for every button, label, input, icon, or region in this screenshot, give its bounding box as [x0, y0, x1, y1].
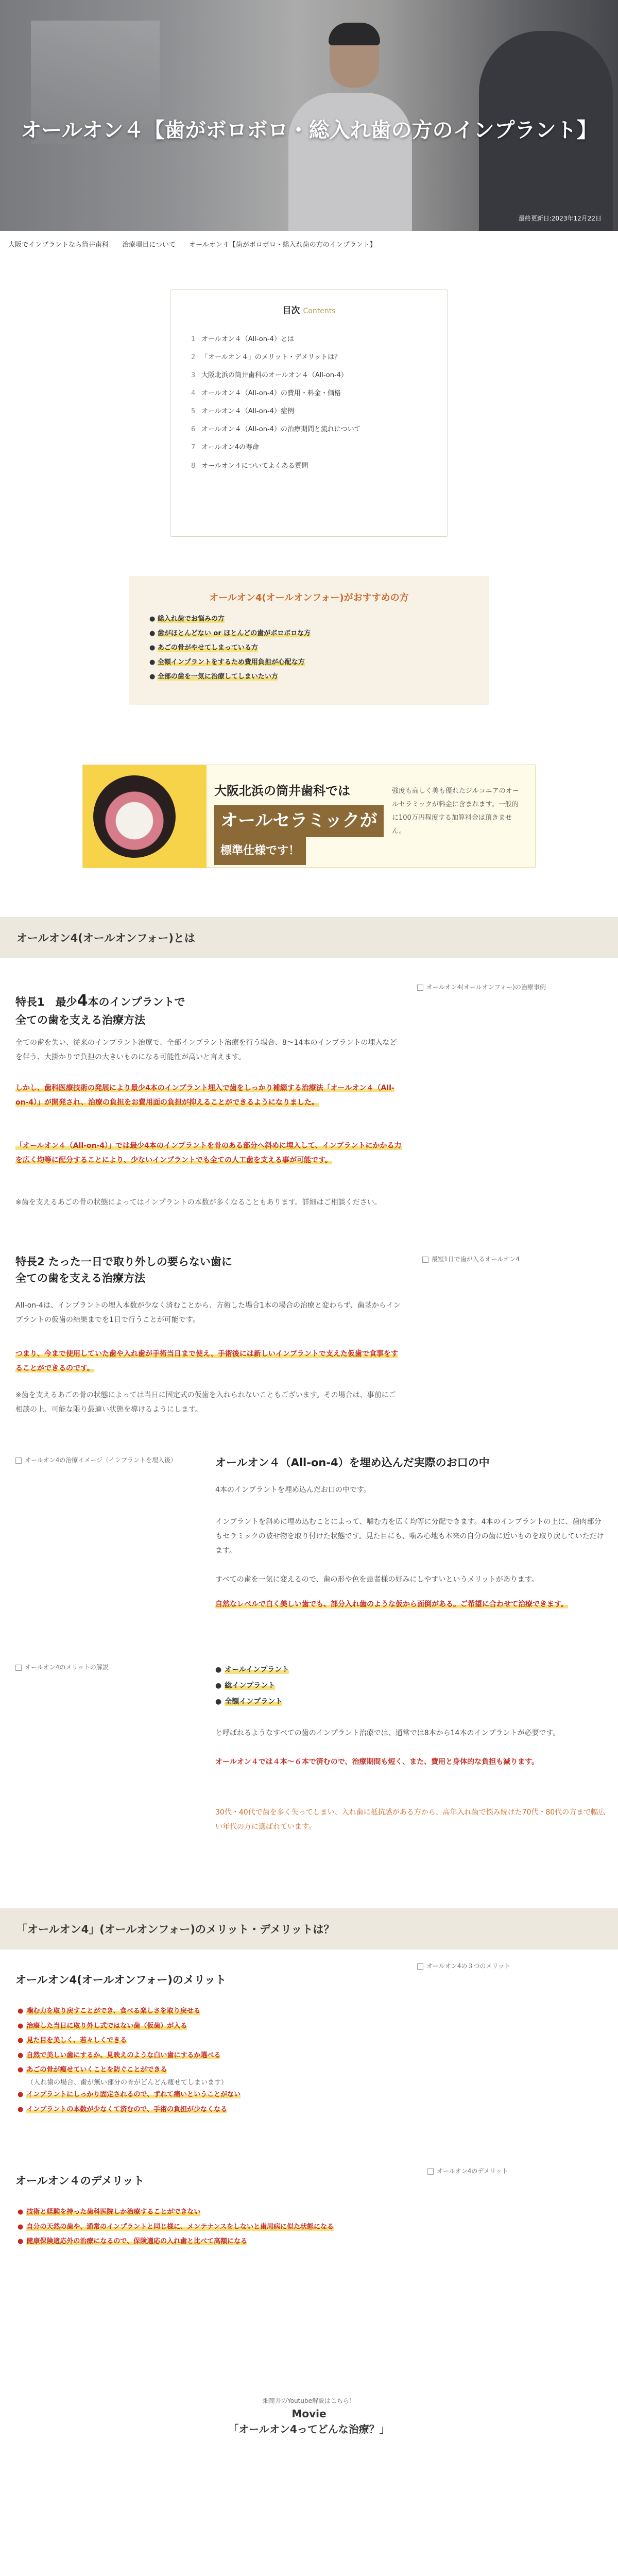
toc-item[interactable]: 7 オールオン4の寿命: [191, 444, 260, 452]
implant-type-item: ● 全額インプラント: [215, 1694, 289, 1710]
table-of-contents: [170, 290, 448, 537]
merit-item: ● 自然で美しい歯にするか、見映えのような白い歯にするか選べる: [18, 2048, 409, 2063]
mouth-text2: インプラントを斜めに埋め込むことによって、噛む力を広く均等に分配できます。4本のインプラントの上に、歯肉部分もセラミックの被せ物を取り付けた状態です。見た目にも、噛み心地も本来の自分の歯に近いものを取り戻していただけます。: [215, 1518, 604, 1555]
merit-heading: オールオン4(オールオンフォー)のメリット: [15, 1974, 227, 1986]
merit-item: ● インプラントにしっかり固定されるので、ずれて痛いということがない: [18, 2088, 409, 2103]
banner-note: 強度も高しく美も優れたジルコニアのオールセラミックが料金に含まれます。一般的に100万円程度する加算料金は頂きません。: [392, 787, 519, 835]
demerit-list: [18, 2205, 409, 2249]
recommend-item: ● 全部の歯を一気に治療してしまいたい方: [149, 672, 278, 681]
toc-item[interactable]: 6 オールオン４（All-on-4）の治療期間と流れについて: [191, 426, 361, 434]
denture-image: [93, 775, 176, 858]
mouth-text4: 自然なレベルで白く美しい歯でも、部分入れ歯のような仮から面倒がある。ご希望に合わせて治療できます。: [215, 1600, 568, 1608]
mouth-example-title: オールオン４（All-on-4）を埋め込んだ実際のお口の中: [215, 1456, 490, 1469]
toc-item[interactable]: 5 オールオン４（All-on-4）症例: [191, 408, 294, 416]
merit-item: ● 見た目を美しく、若々しくできる: [18, 2033, 409, 2048]
mouth-text1: 4本のインプラントを埋め込んだお口の中です。: [215, 1486, 371, 1494]
banner-line3: 標準仕様です！: [214, 833, 306, 865]
recommend-item: ● あごの骨がやせてしまっている方: [149, 643, 258, 652]
feature1-note: ※歯を支えるあごの骨の状態によってはインプラントの本数が多くなることもあります。詳細はご相談ください。: [15, 1198, 382, 1207]
toc-item[interactable]: 4 オールオン４（All-on-4）の費用・料金・価格: [191, 389, 341, 398]
page-title: オールオン４【歯がボロボロ・総入れ歯の方のインプラント】: [21, 118, 597, 142]
merit-explanation-image: オールオン4のメリットの解説: [15, 1662, 201, 1672]
implant-type-item: ● オールインプラント: [215, 1662, 289, 1678]
feature2-text1: All-on-4は、インプラントの埋入本数が少なく済むことから、方術した場合1本の場合の治療と変わらず、歯茎からインプラントの仮歯の結果までを1日で行うことが可能です。: [15, 1301, 401, 1324]
implant-type-list: [215, 1662, 289, 1709]
feature2-text2: つまり、今まで使用していた歯や入れ歯が手術当日まで使え、手術後には新しいインプラントで支えた仮歯で食事をすることができるのです。: [15, 1350, 398, 1372]
toc-item[interactable]: 8 オールオン４についてよくある質問: [191, 462, 308, 470]
feature2-note: ※歯を支えるあごの骨の状態によっては当日に固定式の仮歯を入れられないこともございます。その場合は、事前にご相談の上、可能な限り最適い状態を導けるようにします。: [15, 1391, 396, 1414]
implant-type-item: ● 総インプラント: [215, 1678, 289, 1694]
demerit-image: オールオン4のデメリット: [427, 2166, 508, 2176]
all-on-4-mouth-image: オールオン4の治療イメージ（インプラントを埋入後）: [15, 1455, 201, 1465]
banner-line1: 大阪北浜の筒井歯科では: [214, 784, 350, 798]
feature2-title: 特長2 たった一日で取り外しの要らない歯に 全ての歯を支える治療方法: [15, 1256, 232, 1284]
section-heading-about: オールオン4(オールオンフォー)とは: [0, 917, 618, 958]
youtube-thumbnail[interactable]: 畑筒井のYoutube解説はこちら！: [263, 2397, 355, 2404]
feature1-text1: 全ての歯を失い、従来のインプラント治療で、全部インプラント治療を行う場合、8〜14本のインプラントの埋入などを伴う、大掛かりで負担の大きいものになる可能性が高いと言えます。: [15, 1039, 397, 1061]
merit-list: [18, 2004, 409, 2117]
toc-heading: 目次 Contents: [282, 306, 336, 316]
feature1-text2: しかし、歯科医療技術の発展により最少4本のインプラント埋入で歯をしっかり補綴する治療法「オールオン４（All-on-4）」が開発され、治療の負担をお費用面の負担が抑えることができるようになりました。: [15, 1084, 394, 1107]
merit-note: （入れ歯の場合、歯が無い部分の骨がどんどん痩せてしまいます）: [27, 2078, 228, 2087]
recommend-item: ● 総入れ歯でお悩みの方: [149, 615, 225, 623]
breadcrumb: [8, 240, 388, 251]
merit-text2: オールオン４では４本〜６本で済むので、治療期間も短く、また、費用と身体的な負担も減ります。: [215, 1758, 539, 1766]
feature1-image: オールオン4(オールオンフォー)の治療事例: [417, 982, 546, 992]
feature2-image: 最短1日で歯が入るオールオン4: [422, 1254, 520, 1264]
last-updated-date: 最終更新日:2023年12月22日: [518, 215, 602, 222]
mouth-text3: すべての歯を一気に変えるので、歯の形や色を患者様の好みにしやすいというメリットがあります。: [215, 1575, 539, 1584]
breadcrumb-treatment-link[interactable]: 治療項目について: [122, 241, 176, 249]
toc-item[interactable]: 1 オールオン４（All-on-4）とは: [191, 335, 294, 343]
section-heading-merits: 「オールオン4」(オールオンフォー)のメリット・デメリットは？: [0, 1908, 618, 1950]
merit-item: ● 治療した当日に取り外し式ではない歯（仮歯）が入る: [18, 2019, 409, 2034]
ceramic-standard-banner[interactable]: [82, 765, 536, 868]
recommended-for-box: [129, 576, 489, 705]
feature1-text3: 「オールオン４（All-on-4）」では最少4本のインプラントを骨のある部分へ斜めに埋入して、インプラントにかかる力を広く均等に配分することにより、少ないインプラントでも全ての人工歯を支える事が可能です。: [15, 1142, 402, 1164]
toc-item[interactable]: 3 大阪北浜の筒井歯科のオールオン４（All-on-4）: [191, 371, 348, 380]
movie-title: 「オールオン4ってどんな治療？」: [228, 2423, 390, 2435]
demerit-item: ● 健康保険適応外の治療になるので、保険適応の入れ歯と比べて高額になる: [18, 2234, 409, 2249]
three-merits-image: オールオン4の３つのメリット: [417, 1961, 510, 1971]
recommend-item: ● 全額インプラントをするため費用負担が心配な方: [149, 658, 305, 666]
merit-text1: と呼ばれるようなすべての歯のインプラント治療では、通常では8本から14本のインプラントが必要です。: [215, 1729, 560, 1737]
breadcrumb-home-link[interactable]: 大阪でインプラントなら筒井歯科: [8, 241, 109, 249]
merit-item: ● インプラントの本数が少なくて済むので、手術の負担が少なくなる: [18, 2103, 409, 2117]
hero-banner: [0, 0, 618, 231]
demerit-heading: オールオン４のデメリット: [15, 2175, 144, 2187]
feature1-title: 特長1 最少4本のインプラントで 全ての歯を支える治療方法: [15, 992, 185, 1026]
recommend-title: オールオン4(オールオンフォー)がおすすめの方: [209, 592, 409, 603]
movie-label: Movie: [291, 2408, 327, 2420]
demerit-item: ● 技術と経験を持った歯科医院しか治療することができない: [18, 2205, 409, 2220]
demerit-item: ● 自分の天然の歯や、通常のインプラントと同じ様に、メンテナンスをしないと歯周病に似た状態になる: [18, 2220, 409, 2235]
recommend-item: ● 歯がほとんどない or ほとんどの歯がボロボロな方: [149, 629, 311, 637]
merit-item: ● あごの骨が痩せていくことを防ぐことができる: [18, 2063, 409, 2078]
merit-item: ● 噛む力を取り戻すことができ、食べる楽しさを取り戻せる: [18, 2004, 409, 2019]
merit-text3: 30代・40代で歯を多く失ってしまい、入れ歯に抵抗感がある方から、高年入れ歯で悩み続けた70代・80代の方まで幅広い年代の方に選ばれています。: [215, 1808, 606, 1831]
banner-line2: オールセラミックが: [214, 805, 384, 837]
breadcrumb-current: オールオン４【歯がボロボロ・総入れ歯の方のインプラント】: [189, 241, 376, 249]
toc-item[interactable]: 2 「オールオン４」のメリット・デメリットは？: [191, 353, 341, 361]
